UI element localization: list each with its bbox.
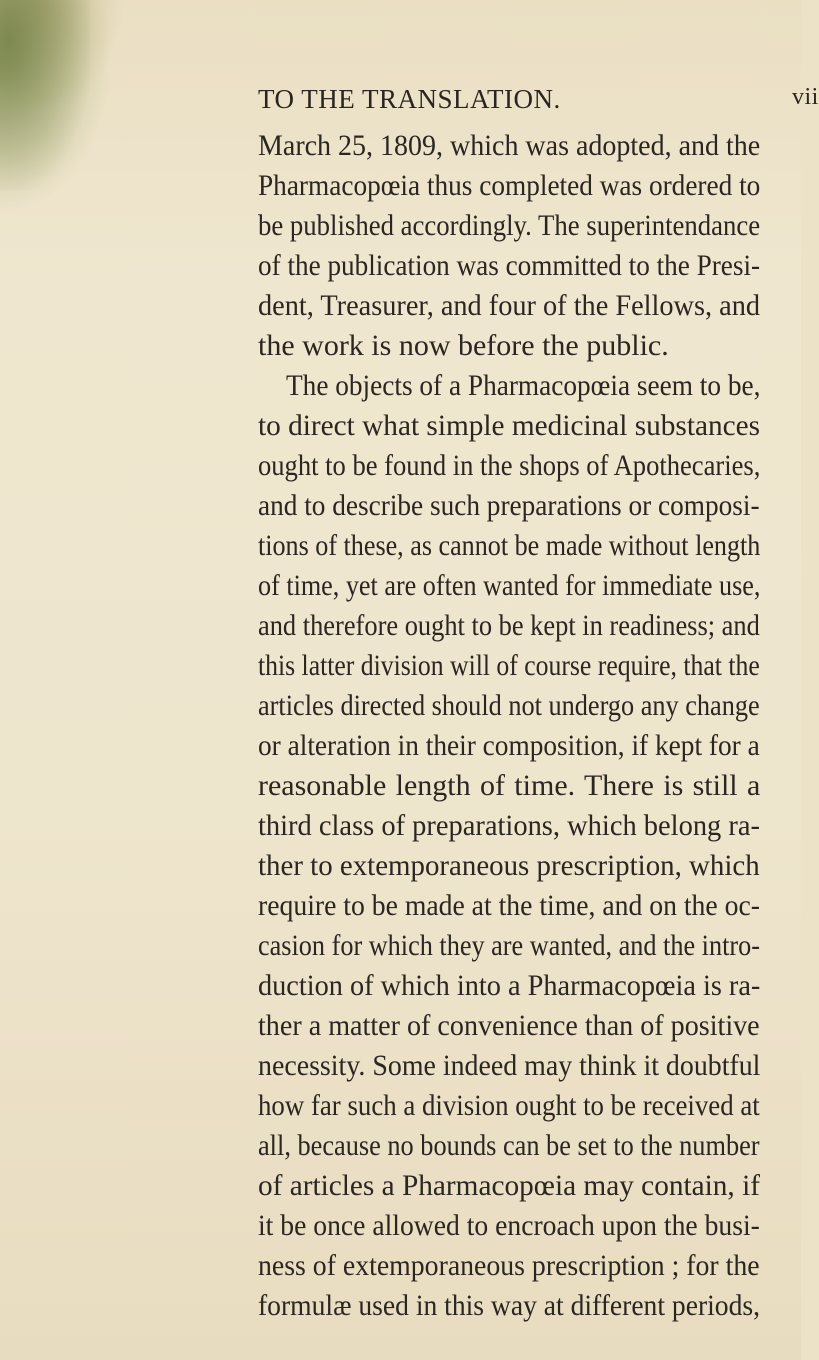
text-line: the work is now before the public. [258, 329, 669, 362]
text-line: ought to be found in the shops of Apothecaries, [258, 449, 761, 482]
page-stain [0, 0, 90, 190]
text-line: The objects of a Pharmacopœia seem to be, [286, 369, 761, 402]
text-line: formulæ used in this way at different periods, [258, 1289, 761, 1322]
text-line: and to describe such preparations or composi- [258, 489, 760, 522]
text-line: this latter division will of course require, that the [258, 649, 760, 682]
text-line: ness of extemporaneous prescription ; for the [258, 1249, 760, 1282]
text-line: or alteration in their composition, if kept for a [258, 729, 760, 762]
text-line: March 25, 1809, which was adopted, and the [258, 129, 761, 162]
text-line: all, because no bounds can be set to the number [258, 1129, 760, 1162]
text-line: be published accordingly. The superintendance [258, 209, 761, 242]
text-line: ther a matter of convenience than of positive [258, 1009, 760, 1042]
text-line: it be once allowed to encroach upon the busi- [258, 1209, 760, 1242]
text-line: dent, Treasurer, and four of the Fellows, and [258, 289, 761, 322]
text-line: of time, yet are often wanted for immediate use, [258, 569, 761, 602]
text-line: to direct what simple medicinal substances [258, 409, 761, 442]
text-line: duction of which into a Pharmacopœia is ra- [258, 969, 761, 1002]
text-line: third class of preparations, which belong ra- [258, 809, 760, 842]
running-head [258, 84, 819, 118]
text-line: how far such a division ought to be received at [258, 1089, 760, 1122]
text-line: ther to extemporaneous prescription, which [258, 849, 760, 882]
text-line: require to be made at the time, and on the oc- [258, 889, 760, 922]
text-line: of articles a Pharmacopœia may contain, if [258, 1169, 760, 1202]
text-line: tions of these, as cannot be made without length [258, 529, 761, 562]
text-line: reasonable length of time. There is still a [258, 769, 761, 802]
text-line: Pharmacopœia thus completed was ordered to [258, 169, 761, 202]
text-line: necessity. Some indeed may think it doubtful [258, 1049, 761, 1082]
text-line: and therefore ought to be kept in readiness; and [258, 609, 760, 642]
text-line: casion for which they are wanted, and the intro- [258, 929, 760, 962]
page-number: vii [792, 84, 819, 110]
running-title: TO THE TRANSLATION. [258, 84, 561, 114]
text-line: of the publication was committed to the Presi- [258, 249, 761, 282]
text-line: articles directed should not undergo any change [258, 689, 760, 722]
